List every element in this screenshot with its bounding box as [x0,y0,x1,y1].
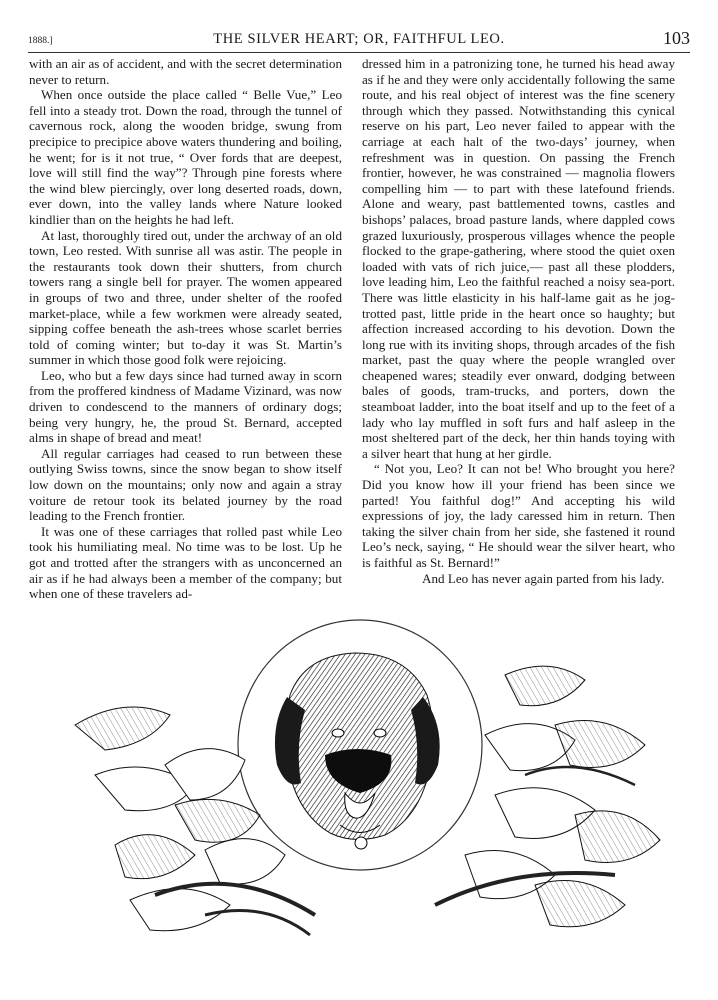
paragraph: with an air as of accident, and with the secret determination never to return. [29,56,342,87]
running-header [28,28,690,50]
right-magnolia-icon [435,666,660,927]
page-number: 103 [663,28,690,48]
header-title: THE SILVER HEART; OR, FAITHFUL LEO. [213,31,505,47]
closing-paragraph: And Leo has never again parted from his lady. [422,570,665,586]
paragraph: All regular carriages had ceased to run between these outlying Swiss towns, since the snow began to show itself low down on the mountains; only now and again a stray voiture de retour took its belated journey by the road leading to the French frontier. [29,445,342,524]
dog-head-icon [275,653,440,849]
paragraph: dressed him in a patronizing tone, he turned his head away as if he and they were only accidentally following the same route, and his real object of interest was the fine scenery through which they passed. Notwithstanding this cynical reserve on his part, Leo never failed to appear with the carriage at each halt of the two-days’ journey, when refreshment was in question. On passing the French frontier, however, he was constrained — magnolia flowers compelling him — to part with these latefound friends. Alone and weary, past battlemented towns, castles and bishops’ palaces, broad pasture lands, where dappled cows grazed luxuriously, prosperous villages whence the people flocked to the grape-gathering, where stood the quiet oxen loaded with vats of rich juice,— past all these plodders, love leading him, Leo the faithful reached a noisy sea-port. There was little elasticity in his half-lame gait as he jog-trotted past, little pride in the heart once so haughty; but affection increased according to his devotion. Down the long rue with its inviting shops, through arcades of the fish market, past the quay where the people wrangled over cheapened wares; steadily ever onward, dodging between bales of goods, tram-trucks, and porters, down the steamboat ladder, into the boat itself and up to the feet of a lady who lay muffled in soft furs and half asleep in the most sheltered part of the deck, her thin hands toying with a silver heart that hung at her girdle. [362,56,675,461]
right-column [362,56,675,586]
paragraph: Leo, who but a few days since had turned away in scorn from the proffered kindness of Madame Vizinard, was now driven to condescend to the manners of ordinary dogs; being very hungry, he, the proud St. Bernard, accepted alms in shape of bread and meat! [29,367,342,446]
header-year: 1888.] [28,36,53,46]
paragraph: “ Not you, Leo? It can not be! Who brought you here? Did you know how ill your friend has been since we parted! You faithful dog!” And accepting his wild expressions of joy, the lady caressed him in return. Then taking the silver chain from her side, she fastened it round Leo’s neck, saying, “ He should wear the silver heart, who is faithful as St. Bernard!” [362,461,675,570]
paragraph: When once outside the place called “ Belle Vue,” Leo fell into a steady trot. Down the road, through the tunnel of cavernous rock, along the wooden bridge, swung from precipice to precipice above waters thundering and boiling, he went; for is it not true, “ Over fords that are deepest, love will still find the way”? Through pine forests where the wind blew piercingly, over long deserted roads, down, ever down, into the valley lands where Nature looked kindlier than on the heights he had left. [29,87,342,227]
header-rule [28,52,690,53]
paragraph: It was one of these carriages that rolled past while Leo took his humiliating meal. No time was to be lost. Up he got and trotted after the strangers with as unconcerned an air as if he had always been a member of the company; but when one of these travelers ad- [29,523,342,602]
left-column [29,56,342,602]
leo-illustration [55,615,675,955]
engraving-image [55,615,675,955]
paragraph: At last, thoroughly tired out, under the archway of an old town, Leo rested. With sunrise all was astir. The people in the restaurants took down their shutters, from church towers rang a single bell for prayer. The women appeared in groups of two and three, under shelter of the roofed market-place, while a few workmen were already seated, sipping coffee beneath the ash-trees whose scarlet berries told of coming winter; but to-day it was St. Martin’s summer in which those good folk were rejoicing. [29,227,342,368]
